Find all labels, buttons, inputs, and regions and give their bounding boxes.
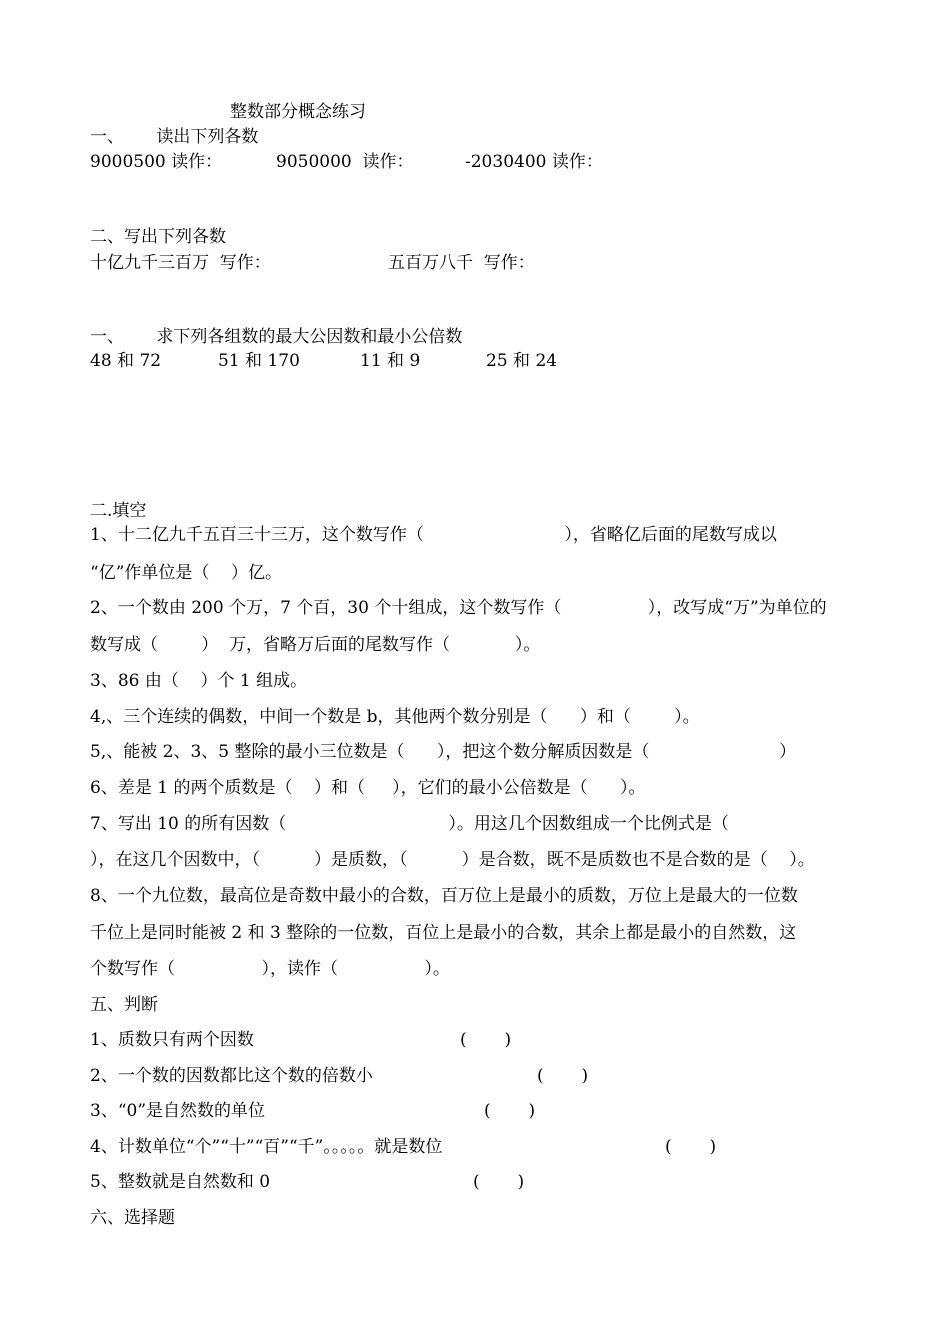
write-item-2: 五百万八千 写作： <box>388 253 535 273</box>
fill-line-13: 个数写作（ ），读作（ ）。 <box>90 959 450 979</box>
write-item-1: 十亿九千三百万 写作： <box>90 253 271 273</box>
fill-line-4: 数写成（ ） 万，省略万后面的尾数写作（ ）。 <box>90 635 541 655</box>
read-item-3: -2030400 读作： <box>465 152 603 172</box>
judge-item-4: 4、计数单位“个”“十”“百”“千”。。。。。就是数位 <box>90 1137 443 1157</box>
fill-line-9: 7、写出 10 的所有因数（ ）。用这几个因数组成一个比例式是（ <box>90 814 729 834</box>
fill-line-6: 4,、三个连续的偶数，中间一个数是 b，其他两个数分别是（ ）和（ ）。 <box>90 707 700 727</box>
section-3-heading: 一、 求下列各组数的最大公因数和最小公倍数 <box>90 327 463 347</box>
fill-line-11: 8、一个九位数，最高位是奇数中最小的合数，百万位上是最小的质数，万位上是最大的一位数 <box>90 886 798 906</box>
judge-item-5: 5、整数就是自然数和 0 <box>90 1172 271 1192</box>
judge-item-3: 3、“0”是自然数的单位 <box>90 1101 266 1121</box>
section-1-heading: 一、 读出下列各数 <box>90 127 259 147</box>
judge-item-1: 1、质数只有两个因数 <box>90 1030 254 1050</box>
gcd-item-2: 51 和 170 <box>218 351 300 371</box>
page-title: 整数部分概念练习 <box>230 102 366 122</box>
section-5-heading: 五、判断 <box>90 995 158 1015</box>
fill-line-10: ），在这几个因数中，（ ）是质数，（ ）是合数，既不是质数也不是合数的是（ ）。 <box>90 850 815 870</box>
judge-mark-2: ( ) <box>537 1066 589 1086</box>
fill-line-8: 6、差是 1 的两个质数是（ ）和（ ），它们的最小公倍数是（ ）。 <box>90 778 646 798</box>
read-item-2: 9050000 读作： <box>276 152 414 172</box>
section-4-heading: 二.填空 <box>90 501 147 521</box>
gcd-item-4: 25 和 24 <box>486 351 558 371</box>
fill-line-5: 3、86 由（ ）个 1 组成。 <box>90 671 308 691</box>
read-item-1: 9000500 读作： <box>90 152 223 172</box>
section-6-heading: 六、选择题 <box>90 1208 175 1228</box>
fill-line-7: 5,、能被 2、3、5 整除的最小三位数是（ ），把这个数分解质因数是（ ） <box>90 742 797 762</box>
judge-mark-1: ( ) <box>460 1030 512 1050</box>
section-2-heading: 二、写出下列各数 <box>90 227 226 247</box>
fill-line-3: 2、一个数由 200 个万，7 个百，30 个十组成，这个数写作（ ），改写成“万”为单位的 <box>90 598 827 618</box>
judge-mark-5: ( ) <box>473 1172 525 1192</box>
fill-line-2: “亿”作单位是（ ）亿。 <box>90 563 282 583</box>
gcd-item-3: 11 和 9 <box>360 351 421 371</box>
fill-line-1: 1、十二亿九千五百三十三万，这个数写作（ ），省略亿后面的尾数写成以 <box>90 525 777 545</box>
gcd-item-1: 48 和 72 <box>90 351 162 371</box>
judge-mark-3: ( ) <box>484 1101 536 1121</box>
judge-item-2: 2、一个数的因数都比这个数的倍数小 <box>90 1066 373 1086</box>
judge-mark-4: ( ) <box>665 1137 717 1157</box>
fill-line-12: 千位上是同时能被 2 和 3 整除的一位数，百位上是最小的合数，其余上都是最小的自然数，这 <box>90 923 797 943</box>
